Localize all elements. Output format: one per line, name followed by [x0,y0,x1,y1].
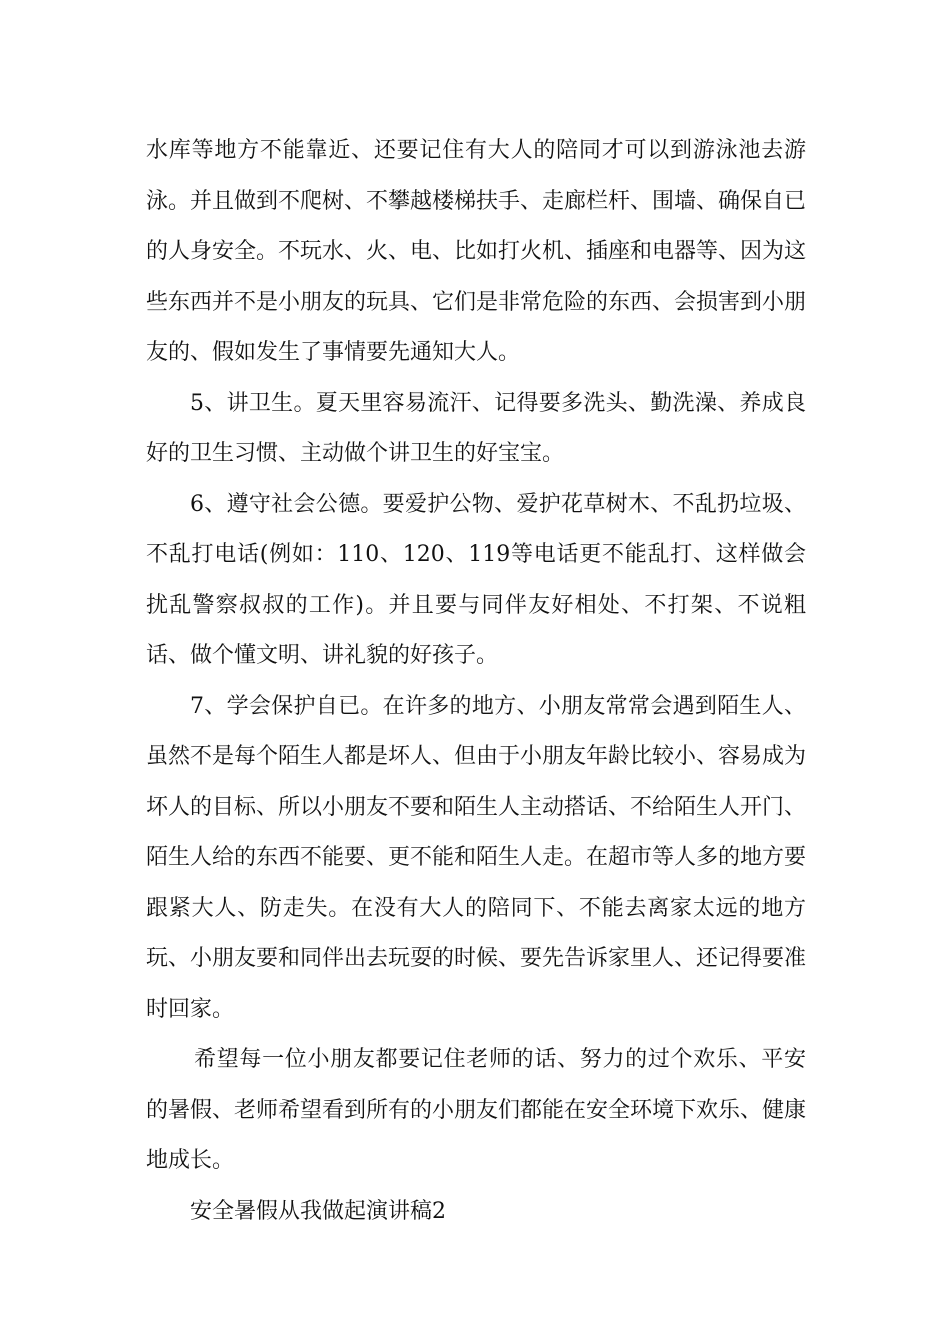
paragraph-item-7: 7、学会保护自已。在许多的地方、小朋友常常会遇到陌生人、虽然不是每个陌生人都是坏人、但由于小朋友年龄比较小、容易成为坏人的目标、所以小朋友不要和陌生人主动搭话、不给陌生人开门、陌生人给的东西不能要、更不能和陌生人走。在超市等人多的地方要跟紧大人、防走失。在没有大人的陪同下、不能去离家太远的地方玩、小朋友要和同伴出去玩耍的时候、要先告诉家里人、还记得要准时回家。 [146,693,807,1022]
paragraph-item-6: 6、遵守社会公德。要爱护公物、爱护花草树木、不乱扔垃圾、不乱打电话(例如：110、120、119等电话更不能乱打、这样做会扰乱警察叔叔的工作)。并且要与同伴友好相处、不打架、不说粗话、做个懂文明、讲礼貌的好孩子。 [146,491,806,668]
paragraph-item-5: 5、讲卫生。夏天里容易流汗、记得要多洗头、勤洗澡、养成良好的卫生习惯、主动做个讲卫生的好宝宝。 [146,390,806,466]
paragraph-continuation: 水库等地方不能靠近、还要记住有大人的陪同才可以到游泳池去游泳。并且做到不爬树、不攀越楼梯扶手、走廊栏杆、围墙、确保自已的人身安全。不玩水、火、电、比如打火机、插座和电器等、因为这些东西并不是小朋友的玩具、它们是非常危险的东西、会损害到小朋友的、假如发生了事情要先通知大人。 [146,138,807,365]
document-body [146,126,806,1237]
paragraph-closing: 希望每一位小朋友都要记住老师的话、努力的过个欢乐、平安的暑假、老师希望看到所有的小朋友们都能在安全环境下欢乐、健康地成长。 [146,1047,807,1173]
section-heading: 安全暑假从我做起演讲稿2 [190,1198,446,1224]
